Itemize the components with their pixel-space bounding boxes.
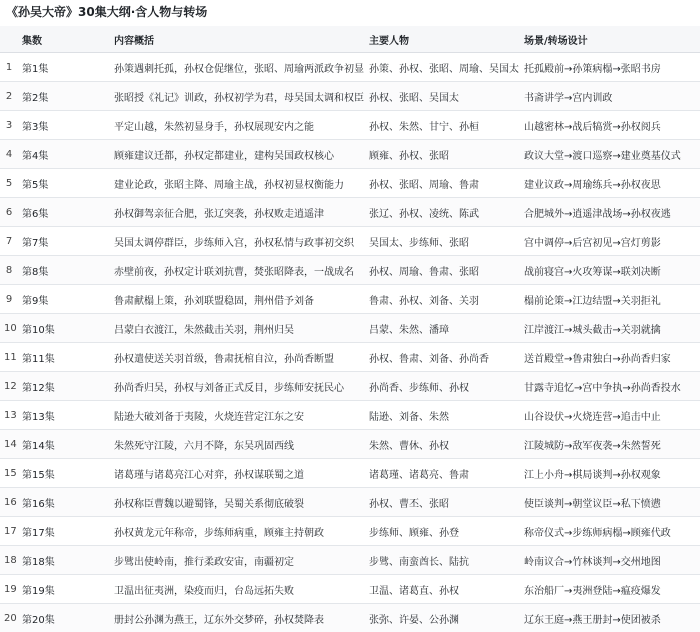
summary-cell: 张昭授《礼记》训政，孙权初学为君，母吴国太调和权臣 [110,82,365,111]
characters-cell: 卫温、诸葛直、孙权 [365,575,520,604]
scene-cell: 江陵城防→敌军夜袭→朱然誓死 [520,430,700,459]
episode-cell: 第20集 [18,604,110,632]
episode-cell: 第3集 [18,111,110,140]
table-row [0,488,700,517]
row-index: 20 [0,604,18,632]
summary-cell: 册封公孙渊为燕王，辽东外交梦碎，孙权焚降表 [110,604,365,632]
characters-cell: 张弥、许晏、公孙渊 [365,604,520,632]
characters-cell: 孙策、孙权、张昭、周瑜、吴国太 [365,53,520,82]
row-index: 8 [0,256,18,285]
table-row [0,285,700,314]
table-row [0,227,700,256]
summary-cell: 朱然死守江陵，六月不降，东吴巩固西线 [110,430,365,459]
table-row [0,575,700,604]
table-row [0,430,700,459]
summary-cell: 孙权御驾亲征合肥，张辽突袭，孙权败走逍遥津 [110,198,365,227]
episode-cell: 第13集 [18,401,110,430]
row-index: 9 [0,285,18,314]
episode-cell: 第9集 [18,285,110,314]
scene-cell: 江上小舟→棋局谈判→孙权观象 [520,459,700,488]
header-summary: 内容概括 [110,26,365,53]
characters-cell: 张辽、孙权、凌统、陈武 [365,198,520,227]
summary-cell: 步骘出使岭南，推行柔政安宙，南疆初定 [110,546,365,575]
characters-cell: 孙权、曹丕、张昭 [365,488,520,517]
row-index: 16 [0,488,18,517]
scene-cell: 政议大堂→渡口巡察→建业奠基仪式 [520,140,700,169]
table-row [0,82,700,111]
episode-cell: 第1集 [18,53,110,82]
scene-cell: 岭南议合→竹林谈判→交州地图 [520,546,700,575]
scene-cell: 战前寝宫→火攻筹谋→联刘决断 [520,256,700,285]
row-index: 10 [0,314,18,343]
table-row [0,546,700,575]
episode-cell: 第15集 [18,459,110,488]
summary-cell: 诸葛瑾与诸葛亮江心对弈，孙权谋联蜀之道 [110,459,365,488]
episode-cell: 第8集 [18,256,110,285]
characters-cell: 孙权、张昭、吴国太 [365,82,520,111]
row-index: 12 [0,372,18,401]
table-header-row [0,26,700,53]
row-index: 14 [0,430,18,459]
characters-cell: 朱然、曹休、孙权 [365,430,520,459]
table-row [0,111,700,140]
row-index: 4 [0,140,18,169]
characters-cell: 陆逊、刘备、朱然 [365,401,520,430]
characters-cell: 步骘、南蛮酋长、陆抗 [365,546,520,575]
scene-cell: 合肥城外→逍遥津战场→孙权夜逃 [520,198,700,227]
episode-cell: 第14集 [18,430,110,459]
scene-cell: 称帝仪式→步练师病榻→顾雍代政 [520,517,700,546]
characters-cell: 孙权、鲁肃、刘备、孙尚香 [365,343,520,372]
summary-cell: 孙权遣使送关羽首级，鲁肃抚棺自泣，孙尚香断盟 [110,343,365,372]
scene-cell: 使臣谈判→朝堂议臣→私下愤懑 [520,488,700,517]
row-index: 1 [0,53,18,82]
summary-cell: 吕蒙白衣渡江，朱然截击关羽，荆州归吴 [110,314,365,343]
row-index: 3 [0,111,18,140]
summary-cell: 孙策遇刺托孤，孙权仓促继位，张昭、周瑜两派政争初显 [110,53,365,82]
table-row [0,604,700,632]
episode-outline-table [0,26,700,632]
summary-cell: 孙尚香归吴，孙权与刘备正式反目，步练师安抚民心 [110,372,365,401]
episode-cell: 第7集 [18,227,110,256]
header-episode: 集数 [18,26,110,53]
episode-cell: 第4集 [18,140,110,169]
table-body [0,53,700,632]
characters-cell: 步练师、顾雍、孙登 [365,517,520,546]
scene-cell: 山谷设伏→火烧连营→追击中止 [520,401,700,430]
table-row [0,140,700,169]
summary-cell: 赤壁前夜，孙权定计联刘抗曹，焚张昭降表，一战成名 [110,256,365,285]
scene-cell: 甘露寺追忆→宫中争执→孙尚香投水 [520,372,700,401]
scene-cell: 送首殿堂→鲁肃独白→孙尚香归家 [520,343,700,372]
scene-cell: 榻前论策→江边结盟→关羽拒礼 [520,285,700,314]
episode-cell: 第5集 [18,169,110,198]
episode-cell: 第2集 [18,82,110,111]
row-index: 5 [0,169,18,198]
characters-cell: 孙权、周瑜、鲁肃、张昭 [365,256,520,285]
characters-cell: 孙权、张昭、周瑜、鲁肃 [365,169,520,198]
summary-cell: 建业论政，张昭主降、周瑜主战，孙权初显权衡能力 [110,169,365,198]
characters-cell: 孙尚香、步练师、孙权 [365,372,520,401]
table-row [0,459,700,488]
table-row [0,169,700,198]
scene-cell: 江岸渡江→城头截击→关羽就擒 [520,314,700,343]
characters-cell: 诸葛瑾、诸葛亮、鲁肃 [365,459,520,488]
row-index: 13 [0,401,18,430]
summary-cell: 平定山越，朱然初显身手，孙权展现安内之能 [110,111,365,140]
summary-cell: 鲁肃献榻上策，孙刘联盟稳固，荆州借予刘备 [110,285,365,314]
table-row [0,256,700,285]
row-index: 17 [0,517,18,546]
episode-cell: 第19集 [18,575,110,604]
scene-cell: 建业议政→周瑜练兵→孙权夜思 [520,169,700,198]
scene-cell: 托孤殿前→孙策病榻→张昭书房 [520,53,700,82]
header-index [0,26,18,53]
table-row [0,198,700,227]
episode-cell: 第11集 [18,343,110,372]
summary-cell: 顾雍建议迁都，孙权定都建业，建构吴国政权核心 [110,140,365,169]
scene-cell: 山越密林→战后犒赏→孙权阅兵 [520,111,700,140]
episode-cell: 第17集 [18,517,110,546]
row-index: 18 [0,546,18,575]
table-row [0,314,700,343]
characters-cell: 孙权、朱然、甘宁、孙桓 [365,111,520,140]
scene-cell: 宫中调停→后宫初见→宫灯剪影 [520,227,700,256]
episode-cell: 第12集 [18,372,110,401]
table-row [0,401,700,430]
characters-cell: 顾雍、孙权、张昭 [365,140,520,169]
episode-cell: 第16集 [18,488,110,517]
table-row [0,372,700,401]
row-index: 2 [0,82,18,111]
scene-cell: 辽东王庭→燕王册封→使团被杀 [520,604,700,632]
summary-cell: 孙权黄龙元年称帝，步练师病重，顾雍主持朝政 [110,517,365,546]
row-index: 6 [0,198,18,227]
row-index: 15 [0,459,18,488]
table-row [0,517,700,546]
scene-cell: 东治船厂→夷洲登陆→瘟疫爆发 [520,575,700,604]
header-characters: 主要人物 [365,26,520,53]
characters-cell: 吴国太、步练师、张昭 [365,227,520,256]
summary-cell: 陆逊大破刘备于夷陵，火烧连营定江东之安 [110,401,365,430]
row-index: 7 [0,227,18,256]
table-row [0,53,700,82]
summary-cell: 吴国太调停群臣，步练师入宫，孙权私情与政事初交织 [110,227,365,256]
document-title: 《孙吴大帝》30集大纲·含人物与转场 [6,4,207,20]
summary-cell: 孙权称臣曹魏以避蜀锋，吴蜀关系彻底破裂 [110,488,365,517]
characters-cell: 吕蒙、朱然、潘璋 [365,314,520,343]
summary-cell: 卫温出征夷洲，染疫而归，台岛远拓失败 [110,575,365,604]
row-index: 19 [0,575,18,604]
table-row [0,343,700,372]
episode-cell: 第6集 [18,198,110,227]
row-index: 11 [0,343,18,372]
characters-cell: 鲁肃、孙权、刘备、关羽 [365,285,520,314]
scene-cell: 书斋讲学→宫内训政 [520,82,700,111]
episode-cell: 第10集 [18,314,110,343]
header-scene: 场景/转场设计 [520,26,700,53]
episode-cell: 第18集 [18,546,110,575]
